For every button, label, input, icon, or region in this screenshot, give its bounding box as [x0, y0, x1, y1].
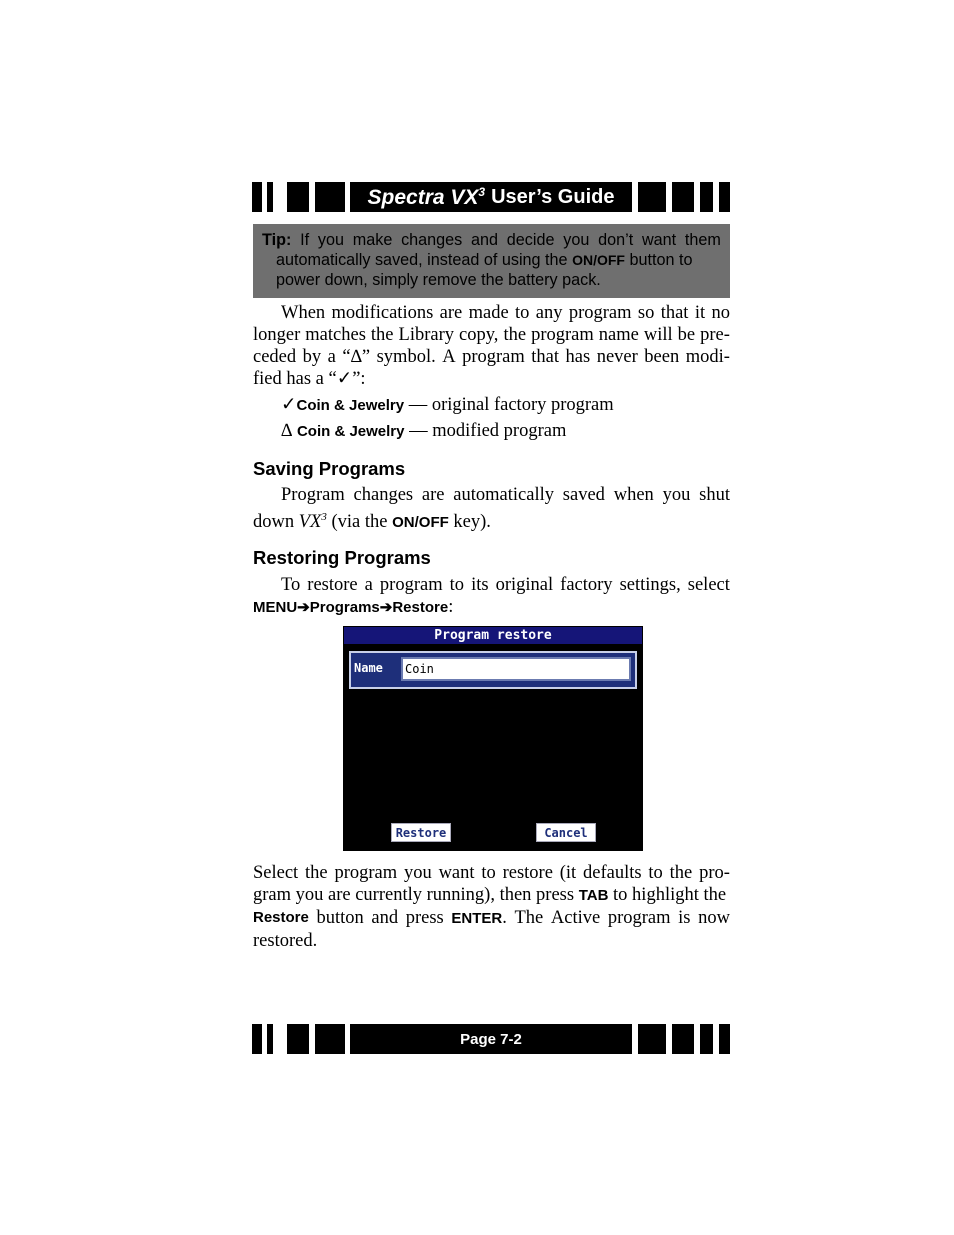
word: modi- — [685, 347, 730, 367]
footer-bar-block — [719, 1024, 730, 1054]
restore-button[interactable]: Restore — [391, 823, 451, 842]
word: when — [613, 485, 654, 505]
tip-line — [262, 230, 721, 250]
word: program — [379, 575, 443, 595]
word: When — [281, 303, 326, 323]
word: ceded — [253, 347, 297, 367]
word: by — [302, 347, 322, 367]
word: a — [327, 347, 336, 367]
screen-title: Program restore — [344, 627, 642, 644]
word: want — [641, 231, 677, 249]
word: “∆” — [342, 347, 371, 367]
word: press — [405, 908, 444, 928]
list-item-original: ✓Coin & Jewelry — original factory program — [281, 395, 614, 415]
word: settings, — [619, 575, 681, 595]
word: Program — [281, 485, 345, 505]
header-bar-block — [719, 182, 730, 212]
word: original — [495, 575, 554, 595]
name-input[interactable]: Coin — [401, 657, 631, 681]
word: want — [438, 863, 475, 883]
tip-label: Tip: — [262, 231, 292, 249]
text-line: down $VX^3$ (via the ON/OFF key). — [253, 511, 491, 533]
word: made — [468, 303, 509, 323]
word: To — [281, 575, 301, 595]
tip-box — [253, 224, 730, 298]
cancel-button[interactable]: Cancel — [536, 823, 596, 842]
text-line — [253, 862, 730, 884]
header-title-box — [350, 182, 632, 212]
word: decide — [506, 231, 555, 249]
word: any — [535, 303, 563, 323]
word: copy, — [459, 325, 499, 345]
word: saved — [562, 485, 605, 505]
word: them — [684, 231, 721, 249]
word: now — [698, 908, 730, 928]
word: never — [596, 347, 638, 367]
word: you — [563, 231, 590, 249]
word: factory — [560, 575, 613, 595]
word: you — [662, 485, 691, 505]
footer-bar-block — [638, 1024, 666, 1054]
tip-line: power down, simply remove the battery pack. — [276, 271, 601, 289]
footer-bar-block — [267, 1024, 273, 1054]
text-line — [253, 574, 730, 596]
header-bar — [252, 182, 730, 212]
word: it — [694, 303, 706, 323]
word: program — [531, 325, 594, 345]
word: (it — [559, 863, 577, 883]
word: the — [503, 325, 527, 345]
header-bar-block — [315, 182, 345, 212]
word: matches — [305, 325, 366, 345]
word: longer — [253, 325, 301, 345]
word: is — [678, 908, 691, 928]
word: that — [531, 347, 560, 367]
header-bar-block — [638, 182, 666, 212]
text-line — [253, 302, 730, 324]
word: symbol. — [376, 347, 436, 367]
text-line: gram you are currently running), then press TAB to highlight the — [253, 885, 727, 905]
word: to — [449, 575, 465, 595]
word: you — [317, 231, 344, 249]
after-paragraph — [253, 862, 730, 952]
word: name — [598, 325, 639, 345]
word: changes — [401, 231, 463, 249]
name-panel — [349, 651, 637, 689]
text-line — [253, 346, 730, 368]
word: automatically — [453, 485, 554, 505]
word: to — [648, 863, 663, 883]
word: will — [643, 325, 673, 345]
word: shut — [699, 485, 730, 505]
word: Active — [550, 908, 601, 928]
word: If — [300, 231, 310, 249]
header-bar-block — [267, 182, 273, 212]
word: the — [305, 863, 328, 883]
word: program — [334, 863, 398, 883]
word: that — [660, 303, 689, 323]
word: program — [462, 347, 525, 367]
word: pre- — [700, 325, 730, 345]
intro-paragraph — [253, 302, 730, 390]
word: Library — [398, 325, 455, 345]
footer-bar-block — [252, 1024, 262, 1054]
program-restore-screen — [343, 626, 643, 851]
word: a — [364, 575, 373, 595]
header-bar-block — [700, 182, 713, 212]
header-bar-block — [287, 182, 309, 212]
footer-bar — [252, 1024, 730, 1054]
menu-path: MENU➔Programs➔Restore: — [253, 597, 454, 617]
word: restore — [502, 863, 553, 883]
header-title: User’s Guide — [491, 185, 615, 208]
page-number: Page 7-2 — [350, 1024, 632, 1054]
word: program — [568, 303, 632, 323]
header-bar-block — [672, 182, 694, 212]
word: to — [481, 863, 496, 883]
word: the — [669, 863, 693, 883]
word: changes — [353, 485, 414, 505]
word: has — [565, 347, 591, 367]
text-line: fied has a “✓”: — [253, 369, 366, 389]
word: you — [403, 863, 432, 883]
word: its — [471, 575, 489, 595]
word: defaults — [583, 863, 642, 883]
word: the — [370, 325, 394, 345]
word: been — [644, 347, 680, 367]
name-label: Name — [354, 661, 383, 675]
word: don’t — [598, 231, 634, 249]
restoring-paragraph — [253, 574, 730, 619]
word: ENTER. — [451, 908, 507, 928]
word: make — [352, 231, 393, 249]
text-line: restored. — [253, 931, 318, 951]
list-item-modified: ∆ Coin & Jewelry — modified program — [281, 421, 567, 441]
header-brand: Spectra $VX^3$ — [367, 184, 486, 209]
word: select — [687, 575, 730, 595]
tip-line: automatically saved, instead of using the ON/OFF button to — [276, 251, 693, 269]
word: The — [514, 908, 544, 928]
word: are — [439, 303, 463, 323]
word: no — [711, 303, 730, 323]
saving-paragraph — [253, 484, 730, 534]
text-line — [253, 484, 730, 506]
word: modifications — [331, 303, 434, 323]
word: and — [371, 908, 399, 928]
footer-bar-block — [672, 1024, 694, 1054]
word: are — [421, 485, 445, 505]
heading-saving-programs: Saving Programs — [253, 458, 406, 479]
header-bar-block — [252, 182, 262, 212]
word: so — [637, 303, 655, 323]
word: program — [607, 908, 671, 928]
word: Select — [253, 863, 299, 883]
text-line — [253, 324, 730, 346]
footer-bar-block — [315, 1024, 345, 1054]
footer-bar-block — [700, 1024, 713, 1054]
text-line — [253, 907, 730, 930]
word: to — [515, 303, 530, 323]
word: and — [471, 231, 499, 249]
footer-bar-block — [287, 1024, 309, 1054]
heading-restoring-programs: Restoring Programs — [253, 547, 431, 568]
word: be — [677, 325, 696, 345]
word: pro- — [699, 863, 730, 883]
word: A — [442, 347, 456, 367]
word: button — [316, 908, 364, 928]
word: restore — [307, 575, 358, 595]
word: Restore — [253, 909, 309, 926]
